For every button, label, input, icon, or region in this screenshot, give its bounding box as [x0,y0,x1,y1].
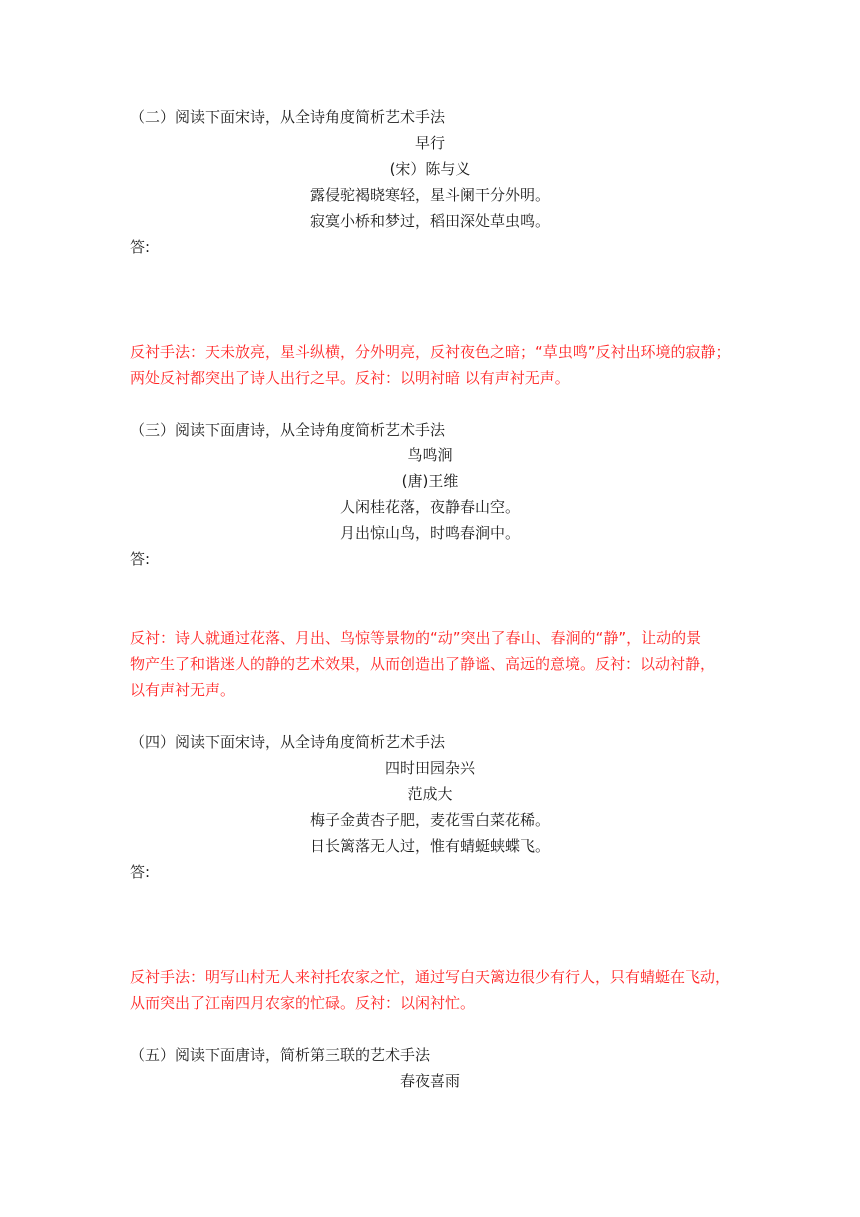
poem-title-4: 四时田园杂兴 [384,759,475,777]
poem-author-4: 范成大 [407,785,453,803]
question-4: （四）阅读下面宋诗，从全诗角度简析艺术手法 [130,733,446,751]
question-5: （五）阅读下面唐诗，简析第三联的艺术手法 [130,1046,431,1064]
poem-title-5: 春夜喜雨 [399,1072,460,1090]
poem-line-2-2: 寂寞小桥和梦过，稻田深处草虫鸣。 [309,212,550,230]
poem-author-3: (唐)王维 [401,472,459,490]
question-3: （三）阅读下面唐诗，从全诗角度简析艺术手法 [130,421,446,439]
poem-line-2-1: 露侵驼褐晓寒轻，星斗阑干分外明。 [309,186,550,204]
question-2: （二）阅读下面宋诗，从全诗角度简析艺术手法 [130,108,446,126]
answer-prompt-3: 答: [130,550,151,568]
poem-line-4-2: 日长篱落无人过，惟有蜻蜓蛱蝶飞。 [309,837,550,855]
poem-line-4-1: 梅子金黄杏子肥，麦花雪白菜花稀。 [309,811,550,829]
poem-author-2: (宋）陈与义 [389,160,471,178]
poem-title-3: 鸟鸣涧 [407,446,453,464]
poem-line-3-1: 人闲桂花落，夜静春山空。 [339,498,520,516]
answer-3-line-1: 反衬：诗人就通过花落、月出、鸟惊等景物的“动”突出了春山、春涧的“静”，让动的景 [130,629,702,647]
answer-prompt-2: 答: [130,238,151,256]
poem-line-3-2: 月出惊山鸟，时鸣春涧中。 [339,524,520,542]
answer-2-line-1: 反衬手法：天未放亮，星斗纵横，分外明亮，反衬夜色之暗；“草虫鸣”反衬出环境的寂静； [130,343,731,361]
answer-4-line-2: 从而突出了江南四月农家的忙碌。反衬：以闲衬忙。 [130,994,476,1012]
answer-4-line-1: 反衬手法：明写山村无人来衬托农家之忙，通过写白天篱边很少有行人，只有蜻蜓在飞动， [130,968,731,986]
answer-2-line-2: 两处反衬都突出了诗人出行之早。反衬：以明衬暗 以有声衬无声。 [130,369,570,387]
answer-prompt-4: 答: [130,863,151,881]
answer-3-line-2: 物产生了和谐迷人的静的艺术效果，从而创造出了静谧、高远的意境。反衬：以动衬静， [130,655,716,673]
answer-3-line-3: 以有声衬无声。 [130,681,236,699]
poem-title-2: 早行 [414,134,445,152]
